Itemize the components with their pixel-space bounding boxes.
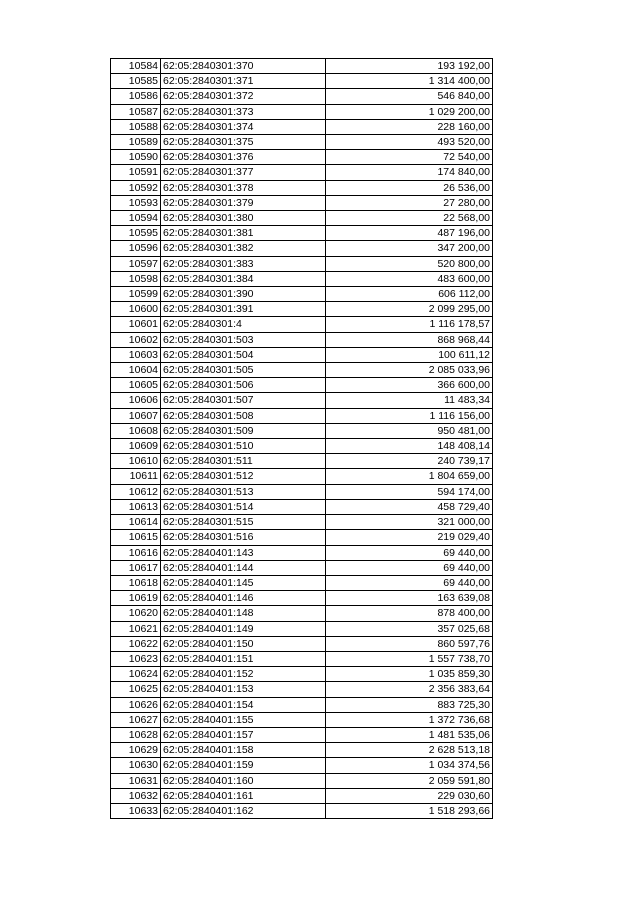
row-number-cell: 10588	[111, 119, 161, 134]
cadastral-number-cell: 62:05:2840401:151	[161, 651, 326, 666]
table-row	[111, 195, 493, 210]
cadastral-number-cell: 62:05:2840301:510	[161, 439, 326, 454]
table-row	[111, 89, 493, 104]
row-number-cell: 10607	[111, 408, 161, 423]
row-number-cell: 10630	[111, 758, 161, 773]
table-row	[111, 408, 493, 423]
cadastral-value-cell: 69 440,00	[326, 560, 493, 575]
cadastral-value-cell: 483 600,00	[326, 271, 493, 286]
cadastral-value-cell: 69 440,00	[326, 545, 493, 560]
row-number-cell: 10595	[111, 226, 161, 241]
cadastral-value-cell: 1 557 738,70	[326, 651, 493, 666]
row-number-cell: 10619	[111, 591, 161, 606]
cadastral-value-cell: 860 597,76	[326, 636, 493, 651]
table-row	[111, 667, 493, 682]
cadastral-value-cell: 2 356 383,64	[326, 682, 493, 697]
row-number-cell: 10610	[111, 454, 161, 469]
table-row	[111, 423, 493, 438]
cadastral-number-cell: 62:05:2840401:144	[161, 560, 326, 575]
table-body	[111, 59, 493, 819]
table-row	[111, 287, 493, 302]
cadastral-number-cell: 62:05:2840301:379	[161, 195, 326, 210]
row-number-cell: 10602	[111, 332, 161, 347]
cadastral-number-cell: 62:05:2840401:146	[161, 591, 326, 606]
table-row	[111, 241, 493, 256]
cadastral-value-cell: 148 408,14	[326, 439, 493, 454]
row-number-cell: 10606	[111, 393, 161, 408]
table-row	[111, 530, 493, 545]
cadastral-value-cell: 357 025,68	[326, 621, 493, 636]
cadastral-number-cell: 62:05:2840301:384	[161, 271, 326, 286]
row-number-cell: 10609	[111, 439, 161, 454]
row-number-cell: 10599	[111, 287, 161, 302]
table-row	[111, 317, 493, 332]
cadastral-number-cell: 62:05:2840401:148	[161, 606, 326, 621]
row-number-cell: 10627	[111, 712, 161, 727]
cadastral-number-cell: 62:05:2840301:383	[161, 256, 326, 271]
table-row	[111, 545, 493, 560]
row-number-cell: 10632	[111, 788, 161, 803]
cadastral-number-cell: 62:05:2840301:514	[161, 499, 326, 514]
cadastral-number-cell: 62:05:2840301:377	[161, 165, 326, 180]
row-number-cell: 10625	[111, 682, 161, 697]
cadastral-value-cell: 219 029,40	[326, 530, 493, 545]
table-row	[111, 591, 493, 606]
cadastral-number-cell: 62:05:2840301:4	[161, 317, 326, 332]
table-row	[111, 697, 493, 712]
table-row	[111, 74, 493, 89]
cadastral-number-cell: 62:05:2840301:515	[161, 515, 326, 530]
cadastral-value-cell: 22 568,00	[326, 211, 493, 226]
cadastral-value-cell: 2 099 295,00	[326, 302, 493, 317]
table-row	[111, 135, 493, 150]
cadastral-number-cell: 62:05:2840401:145	[161, 575, 326, 590]
table-row	[111, 773, 493, 788]
cadastral-number-cell: 62:05:2840401:161	[161, 788, 326, 803]
cadastral-number-cell: 62:05:2840301:506	[161, 378, 326, 393]
table-row	[111, 712, 493, 727]
cadastral-number-cell: 62:05:2840401:143	[161, 545, 326, 560]
table-row	[111, 651, 493, 666]
row-number-cell: 10593	[111, 195, 161, 210]
table-row	[111, 226, 493, 241]
row-number-cell: 10628	[111, 727, 161, 742]
cadastral-number-cell: 62:05:2840401:154	[161, 697, 326, 712]
cadastral-value-cell: 347 200,00	[326, 241, 493, 256]
row-number-cell: 10633	[111, 803, 161, 818]
table-row	[111, 484, 493, 499]
cadastral-value-cell: 1 035 859,30	[326, 667, 493, 682]
cadastral-number-cell: 62:05:2840401:159	[161, 758, 326, 773]
cadastral-number-cell: 62:05:2840401:160	[161, 773, 326, 788]
cadastral-number-cell: 62:05:2840301:513	[161, 484, 326, 499]
cadastral-number-cell: 62:05:2840301:370	[161, 59, 326, 74]
cadastral-value-cell: 2 059 591,80	[326, 773, 493, 788]
cadastral-number-cell: 62:05:2840301:375	[161, 135, 326, 150]
cadastral-value-cell: 240 739,17	[326, 454, 493, 469]
table-row	[111, 803, 493, 818]
cadastral-value-cell: 594 174,00	[326, 484, 493, 499]
table-row	[111, 119, 493, 134]
table-row	[111, 180, 493, 195]
cadastral-number-cell: 62:05:2840401:157	[161, 727, 326, 742]
cadastral-value-cell: 2 628 513,18	[326, 743, 493, 758]
cadastral-number-cell: 62:05:2840401:155	[161, 712, 326, 727]
cadastral-number-cell: 62:05:2840301:376	[161, 150, 326, 165]
cadastral-number-cell: 62:05:2840301:374	[161, 119, 326, 134]
row-number-cell: 10618	[111, 575, 161, 590]
cadastral-number-cell: 62:05:2840301:382	[161, 241, 326, 256]
table-row	[111, 743, 493, 758]
cadastral-value-cell: 163 639,08	[326, 591, 493, 606]
row-number-cell: 10623	[111, 651, 161, 666]
cadastral-value-cell: 520 800,00	[326, 256, 493, 271]
cadastral-value-cell: 1 518 293,66	[326, 803, 493, 818]
cadastral-value-cell: 69 440,00	[326, 575, 493, 590]
cadastral-value-cell: 1 029 200,00	[326, 104, 493, 119]
row-number-cell: 10616	[111, 545, 161, 560]
cadastral-value-cell: 1 314 400,00	[326, 74, 493, 89]
row-number-cell: 10604	[111, 363, 161, 378]
cadastral-value-cell: 1 034 374,56	[326, 758, 493, 773]
table-row	[111, 332, 493, 347]
cadastral-number-cell: 62:05:2840301:372	[161, 89, 326, 104]
row-number-cell: 10603	[111, 347, 161, 362]
row-number-cell: 10611	[111, 469, 161, 484]
cadastral-value-cell: 883 725,30	[326, 697, 493, 712]
table-row	[111, 758, 493, 773]
row-number-cell: 10589	[111, 135, 161, 150]
table-row	[111, 59, 493, 74]
cadastral-value-cell: 487 196,00	[326, 226, 493, 241]
cadastral-value-cell: 1 372 736,68	[326, 712, 493, 727]
table-row	[111, 499, 493, 514]
cadastral-value-cell: 321 000,00	[326, 515, 493, 530]
row-number-cell: 10615	[111, 530, 161, 545]
cadastral-number-cell: 62:05:2840301:509	[161, 423, 326, 438]
table-row	[111, 621, 493, 636]
row-number-cell: 10594	[111, 211, 161, 226]
cadastral-number-cell: 62:05:2840401:158	[161, 743, 326, 758]
table-row	[111, 347, 493, 362]
table-row	[111, 515, 493, 530]
table-row	[111, 560, 493, 575]
cadastral-number-cell: 62:05:2840401:162	[161, 803, 326, 818]
cadastral-value-cell: 1 481 535,06	[326, 727, 493, 742]
row-number-cell: 10600	[111, 302, 161, 317]
table-row	[111, 788, 493, 803]
row-number-cell: 10587	[111, 104, 161, 119]
table-row	[111, 256, 493, 271]
cadastral-number-cell: 62:05:2840301:504	[161, 347, 326, 362]
cadastral-number-cell: 62:05:2840301:371	[161, 74, 326, 89]
table-row	[111, 439, 493, 454]
table-row	[111, 271, 493, 286]
row-number-cell: 10601	[111, 317, 161, 332]
row-number-cell: 10597	[111, 256, 161, 271]
table-row	[111, 636, 493, 651]
cadastral-value-cell: 72 540,00	[326, 150, 493, 165]
cadastral-value-table	[110, 58, 493, 819]
table-row	[111, 575, 493, 590]
cadastral-value-cell: 27 280,00	[326, 195, 493, 210]
row-number-cell: 10614	[111, 515, 161, 530]
cadastral-number-cell: 62:05:2840301:508	[161, 408, 326, 423]
row-number-cell: 10605	[111, 378, 161, 393]
table-row	[111, 302, 493, 317]
table-row	[111, 363, 493, 378]
row-number-cell: 10620	[111, 606, 161, 621]
table-row	[111, 150, 493, 165]
table-row	[111, 454, 493, 469]
table-row	[111, 393, 493, 408]
cadastral-value-cell: 606 112,00	[326, 287, 493, 302]
table-row	[111, 727, 493, 742]
cadastral-number-cell: 62:05:2840401:152	[161, 667, 326, 682]
cadastral-value-cell: 950 481,00	[326, 423, 493, 438]
cadastral-number-cell: 62:05:2840301:516	[161, 530, 326, 545]
row-number-cell: 10591	[111, 165, 161, 180]
cadastral-number-cell: 62:05:2840301:503	[161, 332, 326, 347]
cadastral-value-cell: 100 611,12	[326, 347, 493, 362]
row-number-cell: 10586	[111, 89, 161, 104]
cadastral-number-cell: 62:05:2840301:390	[161, 287, 326, 302]
cadastral-number-cell: 62:05:2840401:149	[161, 621, 326, 636]
cadastral-number-cell: 62:05:2840301:391	[161, 302, 326, 317]
cadastral-value-cell: 1 804 659,00	[326, 469, 493, 484]
row-number-cell: 10629	[111, 743, 161, 758]
cadastral-value-cell: 229 030,60	[326, 788, 493, 803]
row-number-cell: 10631	[111, 773, 161, 788]
table-row	[111, 165, 493, 180]
cadastral-number-cell: 62:05:2840401:153	[161, 682, 326, 697]
table-row	[111, 469, 493, 484]
cadastral-value-cell: 228 160,00	[326, 119, 493, 134]
row-number-cell: 10621	[111, 621, 161, 636]
row-number-cell: 10592	[111, 180, 161, 195]
cadastral-value-cell: 878 400,00	[326, 606, 493, 621]
cadastral-value-cell: 1 116 178,57	[326, 317, 493, 332]
cadastral-number-cell: 62:05:2840301:373	[161, 104, 326, 119]
cadastral-value-cell: 546 840,00	[326, 89, 493, 104]
row-number-cell: 10585	[111, 74, 161, 89]
cadastral-value-cell: 193 192,00	[326, 59, 493, 74]
cadastral-value-cell: 1 116 156,00	[326, 408, 493, 423]
row-number-cell: 10622	[111, 636, 161, 651]
cadastral-number-cell: 62:05:2840301:378	[161, 180, 326, 195]
row-number-cell: 10598	[111, 271, 161, 286]
row-number-cell: 10613	[111, 499, 161, 514]
cadastral-value-cell: 868 968,44	[326, 332, 493, 347]
cadastral-value-cell: 2 085 033,96	[326, 363, 493, 378]
table-row	[111, 211, 493, 226]
cadastral-number-cell: 62:05:2840301:381	[161, 226, 326, 241]
cadastral-value-cell: 11 483,34	[326, 393, 493, 408]
row-number-cell: 10626	[111, 697, 161, 712]
table-row	[111, 378, 493, 393]
cadastral-value-cell: 493 520,00	[326, 135, 493, 150]
cadastral-number-cell: 62:05:2840401:150	[161, 636, 326, 651]
cadastral-number-cell: 62:05:2840301:380	[161, 211, 326, 226]
row-number-cell: 10612	[111, 484, 161, 499]
row-number-cell: 10584	[111, 59, 161, 74]
row-number-cell: 10596	[111, 241, 161, 256]
cadastral-number-cell: 62:05:2840301:505	[161, 363, 326, 378]
cadastral-number-cell: 62:05:2840301:507	[161, 393, 326, 408]
table-row	[111, 682, 493, 697]
row-number-cell: 10617	[111, 560, 161, 575]
cadastral-value-cell: 366 600,00	[326, 378, 493, 393]
cadastral-number-cell: 62:05:2840301:512	[161, 469, 326, 484]
cadastral-value-cell: 174 840,00	[326, 165, 493, 180]
row-number-cell: 10590	[111, 150, 161, 165]
cadastral-value-cell: 458 729,40	[326, 499, 493, 514]
row-number-cell: 10608	[111, 423, 161, 438]
table-row	[111, 104, 493, 119]
cadastral-number-cell: 62:05:2840301:511	[161, 454, 326, 469]
row-number-cell: 10624	[111, 667, 161, 682]
cadastral-value-cell: 26 536,00	[326, 180, 493, 195]
table-row	[111, 606, 493, 621]
